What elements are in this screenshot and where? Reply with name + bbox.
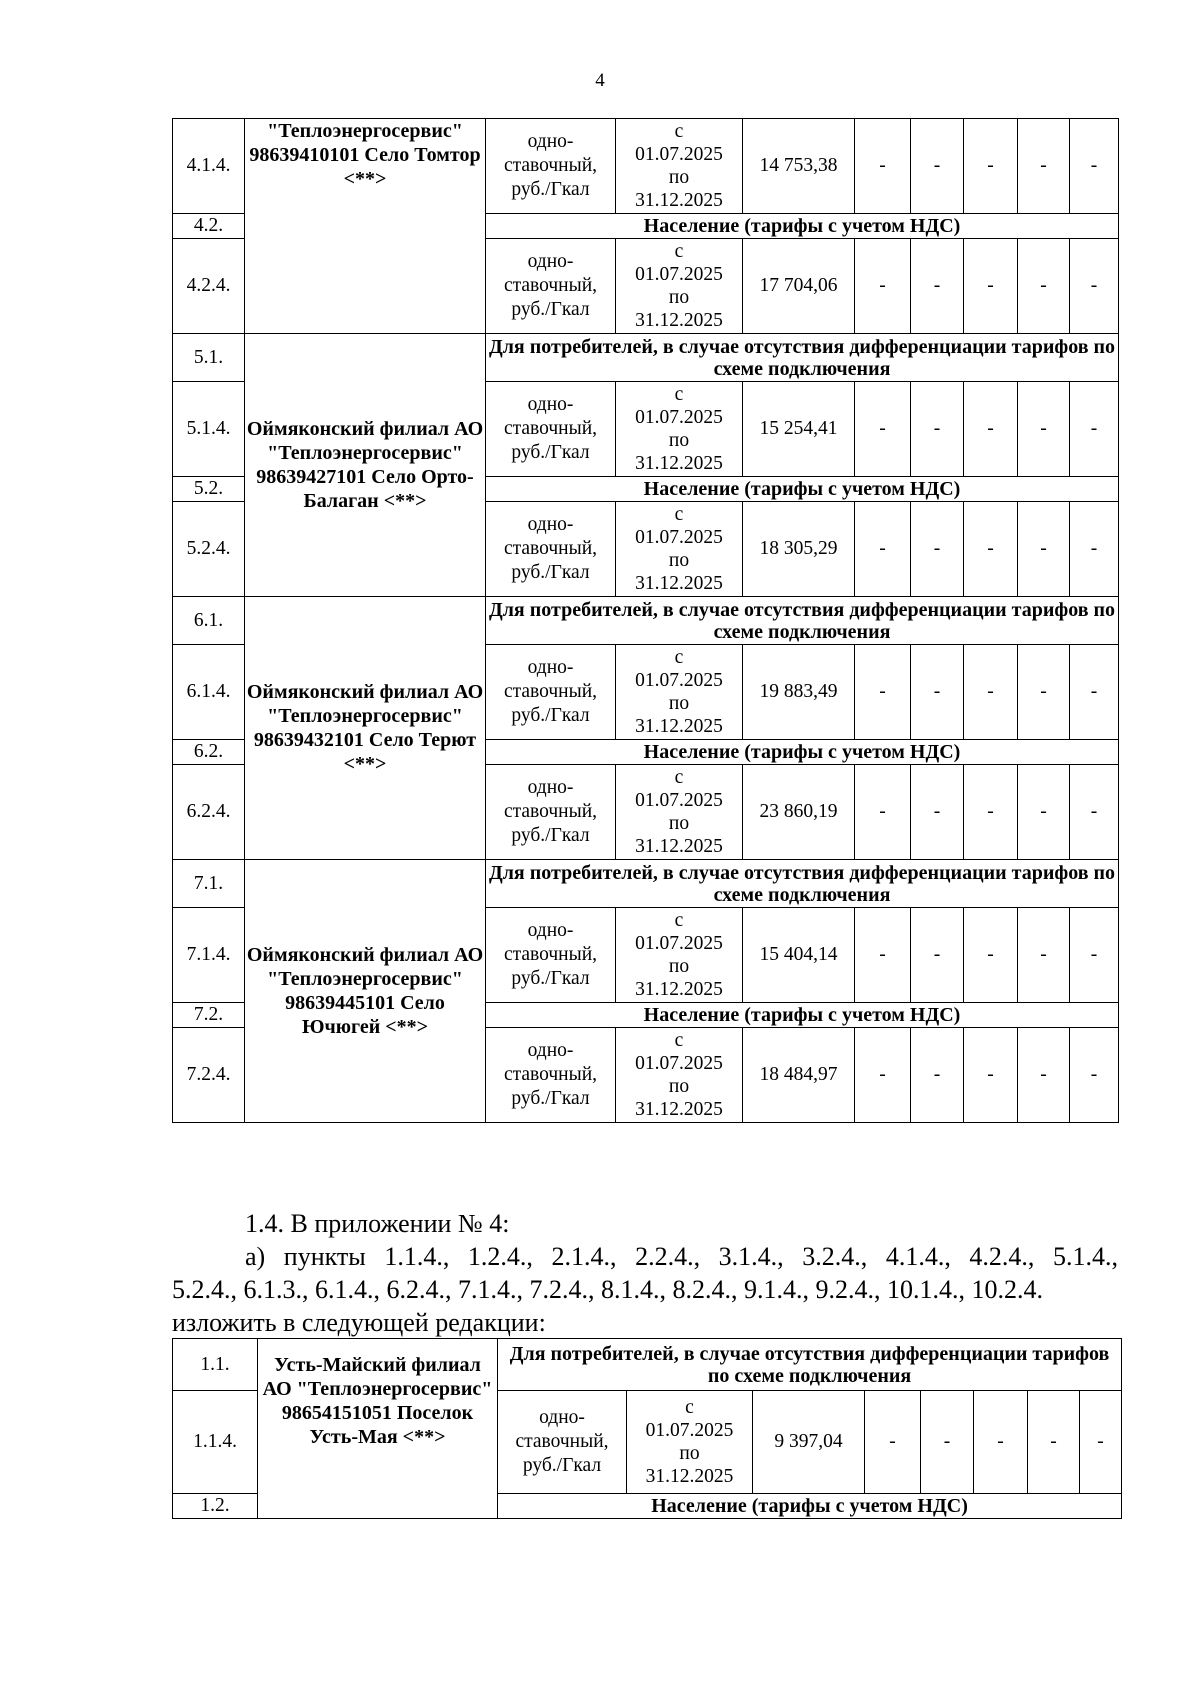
tariff-value: 14 753,38 [743, 119, 855, 214]
dash-cell: - [865, 1391, 921, 1494]
dash-cell: - [1070, 908, 1119, 1003]
row-number: 1.1.4. [173, 1391, 258, 1494]
row-number: 6.1. [173, 597, 245, 645]
dash-cell: - [911, 119, 964, 214]
row-number: 6.2.4. [173, 765, 245, 860]
tariff-value: 17 704,06 [743, 239, 855, 334]
dash-cell: - [1070, 119, 1119, 214]
dash-cell: - [911, 765, 964, 860]
dash-cell: - [964, 908, 1018, 1003]
row-number: 5.1.4. [173, 382, 245, 477]
period-part: 01.07.2025 [635, 790, 723, 811]
table-row [173, 860, 1119, 908]
period-part: 01.07.2025 [635, 670, 723, 691]
dash-cell: - [911, 908, 964, 1003]
org-cell: Оймяконский филиал АО "Теплоэнергосервис" 98639445101 Село Ючюгей <**> [245, 860, 486, 1123]
period-part: 31.12.2025 [635, 310, 723, 331]
dash-cell: - [855, 382, 911, 477]
tariff-value: 18 484,97 [743, 1028, 855, 1123]
dash-cell: - [1018, 765, 1070, 860]
dash-cell: - [964, 119, 1018, 214]
org-cell: Оймяконский филиал АО "Теплоэнергосервис" 98639432101 Село Терют <**> [245, 597, 486, 860]
dash-cell: - [855, 502, 911, 597]
tariff-type: одно-ставочный, руб./Гкал [486, 1028, 616, 1123]
row-number: 7.2. [173, 1003, 245, 1028]
tariff-value: 18 305,29 [743, 502, 855, 597]
tariff-period [616, 1028, 743, 1123]
period-part: с [674, 910, 684, 931]
paragraph-line: 1.4. В приложении № 4: [245, 1209, 510, 1238]
row-number: 4.1.4. [173, 119, 245, 214]
dash-cell: - [855, 1028, 911, 1123]
tariff-type: одно-ставочный, руб./Гкал [486, 908, 616, 1003]
period-part: 31.12.2025 [635, 190, 723, 211]
paragraph-line: а) пункты 1.1.4., 1.2.4., 2.1.4., 2.2.4., 3.1.4., 3.2.4., 4.1.4., 4.2.4., 5.1.4., [245, 1242, 1118, 1271]
tariff-period [616, 119, 743, 214]
tariff-value: 15 254,41 [743, 382, 855, 477]
period-part: 31.12.2025 [645, 1466, 734, 1487]
tariff-period [627, 1391, 753, 1494]
tariff-table-new-edition [172, 1338, 1122, 1519]
period-part: с [674, 767, 684, 788]
dash-cell: - [964, 502, 1018, 597]
row-number: 5.1. [173, 334, 245, 382]
dash-cell: - [1070, 502, 1119, 597]
period-part: по [668, 430, 690, 451]
period-part: с [674, 121, 684, 142]
population-header: Население (тарифы с учетом НДС) [486, 1003, 1119, 1028]
dash-cell: - [1070, 645, 1119, 740]
dash-cell: - [1070, 1028, 1119, 1123]
dash-cell: - [1018, 119, 1070, 214]
population-header: Население (тарифы с учетом НДС) [486, 477, 1119, 502]
tariff-period [616, 645, 743, 740]
dash-cell: - [1070, 765, 1119, 860]
period-part: по [668, 956, 690, 977]
period-part: 01.07.2025 [635, 933, 723, 954]
row-number: 7.2.4. [173, 1028, 245, 1123]
tariff-value: 15 404,14 [743, 908, 855, 1003]
row-number: 7.1.4. [173, 908, 245, 1003]
dash-cell: - [964, 645, 1018, 740]
table-row [173, 1339, 1122, 1391]
tariff-type: одно-ставочный, руб./Гкал [486, 119, 616, 214]
population-header: Население (тарифы с учетом НДС) [486, 740, 1119, 765]
tariff-period [616, 382, 743, 477]
table-row [173, 597, 1119, 645]
period-part: 01.07.2025 [635, 144, 723, 165]
period-part: с [674, 504, 684, 525]
period-part: 01.07.2025 [635, 527, 723, 548]
org-cell: "Теплоэнергосервис" 98639410101 Село Томтор <**> [245, 119, 486, 334]
row-number: 7.1. [173, 860, 245, 908]
row-number: 5.2. [173, 477, 245, 502]
dash-cell: - [1070, 239, 1119, 334]
period-part: по [679, 1443, 700, 1464]
period-part: 31.12.2025 [635, 979, 723, 1000]
dash-cell: - [921, 1391, 974, 1494]
paragraph-line: изложить в следующей редакции: [172, 1308, 546, 1337]
tariff-period [616, 765, 743, 860]
org-cell: Оймяконский филиал АО "Теплоэнергосервис" 98639427101 Село Орто-Балаган <**> [245, 334, 486, 597]
period-part: 01.07.2025 [635, 1053, 723, 1074]
dash-cell: - [911, 382, 964, 477]
dash-cell: - [964, 382, 1018, 477]
period-part: с [674, 1030, 684, 1051]
dash-cell: - [911, 239, 964, 334]
table-row [173, 334, 1119, 382]
period-part: по [668, 167, 690, 188]
period-part: 01.07.2025 [635, 407, 723, 428]
period-part: 31.12.2025 [635, 716, 723, 737]
dash-cell: - [911, 1028, 964, 1123]
tariff-value: 19 883,49 [743, 645, 855, 740]
dash-cell: - [1018, 502, 1070, 597]
dash-cell: - [1070, 382, 1119, 477]
dash-cell: - [974, 1391, 1028, 1494]
tariff-value: 9 397,04 [753, 1391, 865, 1494]
period-part: с [674, 241, 684, 262]
dash-cell: - [855, 908, 911, 1003]
period-part: с [674, 384, 684, 405]
period-part: 31.12.2025 [635, 453, 723, 474]
row-number: 6.1.4. [173, 645, 245, 740]
table-row [173, 119, 1119, 214]
amendment-paragraph [172, 1207, 1118, 1339]
period-part: по [668, 813, 690, 834]
row-number: 4.2. [173, 214, 245, 239]
dash-cell: - [964, 765, 1018, 860]
dash-cell: - [964, 239, 1018, 334]
tariff-type: одно-ставочный, руб./Гкал [486, 382, 616, 477]
tariff-type: одно-ставочный, руб./Гкал [486, 239, 616, 334]
page-number: 4 [595, 70, 605, 91]
dash-cell: - [964, 1028, 1018, 1123]
tariff-type: одно-ставочный, руб./Гкал [498, 1391, 627, 1494]
tariff-type: одно-ставочный, руб./Гкал [486, 502, 616, 597]
period-part: с [685, 1397, 694, 1418]
row-number: 6.2. [173, 740, 245, 765]
dash-cell: - [1018, 645, 1070, 740]
dash-cell: - [1080, 1391, 1122, 1494]
tariff-period [616, 908, 743, 1003]
period-part: по [668, 693, 690, 714]
row-number: 1.1. [173, 1339, 258, 1391]
period-part: по [668, 1076, 690, 1097]
consumers-header: Для потребителей, в случае отсутствия дифференциации тарифов по схеме подключения [498, 1339, 1122, 1391]
dash-cell: - [855, 765, 911, 860]
dash-cell: - [1018, 382, 1070, 477]
population-header: Население (тарифы с учетом НДС) [486, 214, 1119, 239]
period-part: с [674, 647, 684, 668]
row-number: 1.2. [173, 1494, 258, 1519]
tariff-period [616, 502, 743, 597]
period-part: 31.12.2025 [635, 1099, 723, 1120]
dash-cell: - [911, 502, 964, 597]
dash-cell: - [1018, 908, 1070, 1003]
dash-cell: - [1018, 239, 1070, 334]
tariff-type: одно-ставочный, руб./Гкал [486, 765, 616, 860]
org-cell: Усть-Майский филиал АО "Теплоэнергосервис" 98654151051 Поселок Усть-Мая <**> [258, 1339, 498, 1519]
population-header: Население (тарифы с учетом НДС) [498, 1494, 1122, 1519]
tariff-period [616, 239, 743, 334]
dash-cell: - [855, 239, 911, 334]
consumers-header: Для потребителей, в случае отсутствия дифференциации тарифов по схеме подключения [486, 597, 1119, 645]
period-part: по [668, 550, 690, 571]
dash-cell: - [1018, 1028, 1070, 1123]
consumers-header: Для потребителей, в случае отсутствия дифференциации тарифов по схеме подключения [486, 334, 1119, 382]
row-number: 5.2.4. [173, 502, 245, 597]
dash-cell: - [1028, 1391, 1080, 1494]
period-part: 01.07.2025 [645, 1420, 734, 1441]
tariff-table [172, 118, 1119, 1123]
row-number: 4.2.4. [173, 239, 245, 334]
period-part: по [668, 287, 690, 308]
tariff-value: 23 860,19 [743, 765, 855, 860]
period-part: 31.12.2025 [635, 573, 723, 594]
paragraph-line: 5.2.4., 6.1.3., 6.1.4., 6.2.4., 7.1.4., 7.2.4., 8.1.4., 8.2.4., 9.1.4., 9.2.4., 10.1.4., 10.2.4. [172, 1275, 1043, 1304]
period-part: 31.12.2025 [635, 836, 723, 857]
consumers-header: Для потребителей, в случае отсутствия дифференциации тарифов по схеме подключения [486, 860, 1119, 908]
dash-cell: - [855, 119, 911, 214]
tariff-type: одно-ставочный, руб./Гкал [486, 645, 616, 740]
period-part: 01.07.2025 [635, 264, 723, 285]
dash-cell: - [911, 645, 964, 740]
dash-cell: - [855, 645, 911, 740]
